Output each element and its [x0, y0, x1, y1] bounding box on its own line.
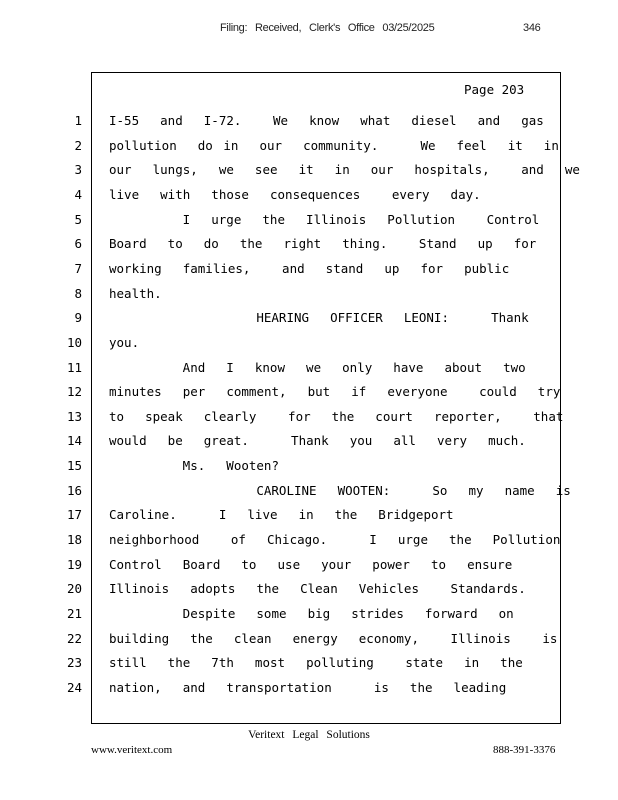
- line-number: 14: [66, 433, 82, 448]
- line-number: 24: [66, 680, 82, 695]
- transcript-line-text: HEARING OFFICER LEONI: Thank: [109, 310, 529, 325]
- transcript-line-text: nation, and transportation is the leading: [109, 680, 507, 695]
- line-number: 17: [66, 507, 82, 522]
- line-number: 20: [66, 581, 82, 596]
- footer-company: Veritext Legal Solutions: [248, 729, 370, 741]
- transcript-line-text: working families, and stand up for public: [109, 261, 510, 276]
- transcript-line-text: Despite some big strides forward on: [109, 606, 514, 621]
- transcript-line-text: I-55 and I-72. We know what diesel and gas: [109, 113, 544, 128]
- footer-website: www.veritext.com: [91, 744, 173, 756]
- transcript-line-text: you.: [109, 335, 140, 350]
- transcript-line-text: I urge the Illinois Pollution Control: [109, 212, 540, 227]
- transcript-line-text: pollution do in our community. We feel it in: [109, 138, 559, 153]
- line-number: 5: [74, 212, 82, 227]
- line-number: 6: [74, 236, 82, 251]
- line-number: 2: [74, 138, 82, 153]
- transcript-line-text: minutes per comment, but if everyone could try: [109, 384, 561, 399]
- line-number: 23: [66, 655, 82, 670]
- line-number: 8: [74, 286, 82, 301]
- transcript-line-text: health.: [109, 286, 162, 301]
- transcript-line-text: neighborhood of Chicago. I urge the Pollution: [109, 532, 561, 547]
- transcript-line-text: Illinois adopts the Clean Vehicles Standards.: [109, 581, 526, 596]
- transcript-line-text: Control Board to use your power to ensure: [109, 557, 513, 572]
- transcript-line-text: our lungs, we see it in our hospitals, and we: [109, 162, 580, 177]
- transcript-page-label: Page 203: [464, 82, 525, 97]
- line-number: 16: [66, 483, 82, 498]
- line-number: 7: [74, 261, 82, 276]
- line-number: 4: [74, 187, 82, 202]
- transcript-line-text: Caroline. I live in the Bridgeport: [109, 507, 454, 522]
- line-number: 3: [74, 162, 82, 177]
- line-number: 19: [66, 557, 82, 572]
- transcript-line-text: building the clean energy economy, Illinois is: [109, 631, 558, 646]
- line-number: 11: [66, 360, 82, 375]
- line-number: 10: [66, 335, 82, 350]
- transcript-line-text: still the 7th most polluting state in the: [109, 655, 523, 670]
- transcript-line-text: Board to do the right thing. Stand up for: [109, 236, 537, 251]
- line-number: 1: [74, 113, 82, 128]
- line-number: 22: [66, 631, 82, 646]
- line-number: 21: [66, 606, 82, 621]
- line-number: 15: [66, 458, 82, 473]
- line-number: 18: [66, 532, 82, 547]
- transcript-line-text: to speak clearly for the court reporter, that: [109, 409, 564, 424]
- line-number: 13: [66, 409, 82, 424]
- line-number: 9: [74, 310, 82, 325]
- line-number: 12: [66, 384, 82, 399]
- transcript-line-text: Ms. Wooten?: [109, 458, 279, 473]
- filing-page-number: 346: [523, 22, 541, 34]
- transcript-line-text: CAROLINE WOOTEN: So my name is: [109, 483, 571, 498]
- transcript-line-text: And I know we only have about two: [109, 360, 526, 375]
- transcript-line-text: live with those consequences every day.: [109, 187, 481, 202]
- footer-phone: 888-391-3376: [493, 744, 556, 756]
- transcript-line-text: would be great. Thank you all very much.: [109, 433, 526, 448]
- filing-stamp: Filing: Received, Clerk's Office 03/25/2025: [220, 22, 435, 34]
